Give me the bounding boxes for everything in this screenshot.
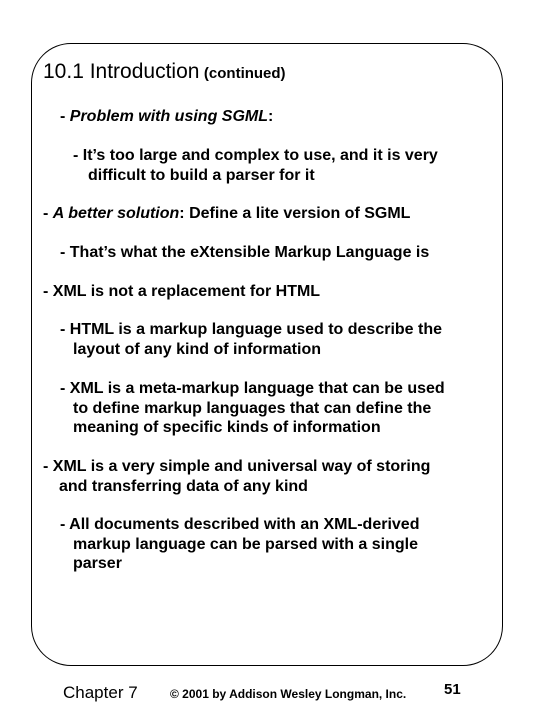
- bullet-problem-sgml: [60, 107, 273, 127]
- bullet-line: - All documents described with an XML-derived: [60, 516, 420, 533]
- bullet-line: and transferring data of any kind: [59, 477, 308, 495]
- bullet-line: difficult to build a parser for it: [88, 166, 315, 184]
- footer-chapter: Chapter 7: [63, 683, 138, 702]
- bullet-line: - That’s what the eXtensible Markup Language is: [60, 244, 430, 261]
- bullet-html-markup: [60, 320, 442, 359]
- title-main: 10.1 Introduction: [43, 60, 200, 83]
- bullet-all-documents-parsed: [60, 515, 419, 574]
- bullet-line: - XML is not a replacement for HTML: [43, 283, 321, 300]
- bullet-better-solution: [43, 204, 410, 224]
- bullet-line: layout of any kind of information: [73, 340, 321, 358]
- bullet-xml-simple-universal: [43, 457, 430, 496]
- bullet-xml-meta-markup: [60, 379, 445, 438]
- slide-title: [43, 60, 286, 84]
- bullet-line: markup language can be parsed with a single: [73, 535, 418, 553]
- bullet-too-large: [73, 146, 438, 185]
- bullet-line: parser: [73, 555, 122, 572]
- footer-copyright: © 2001 by Addison Wesley Longman, Inc.: [170, 687, 407, 701]
- title-subtitle: (continued): [203, 65, 286, 82]
- bullet-italic-text: Problem with using SGML: [69, 108, 269, 125]
- bullet-rest-text: : Define a lite version of SGML: [179, 205, 411, 222]
- bullet-not-replacement: [43, 282, 320, 302]
- bullet-line: - HTML is a markup language used to describe the: [60, 321, 443, 338]
- bullet-line: to define markup languages that can define the: [73, 399, 432, 417]
- bullet-italic-text: A better solution: [52, 205, 180, 222]
- bullet-line: meaning of specific kinds of information: [73, 419, 381, 436]
- bullet-line: - XML is a meta-markup language that can be used: [60, 380, 445, 397]
- bullet-line: - XML is a very simple and universal way of storing: [43, 458, 431, 475]
- bullet-prefix: -: [43, 205, 53, 222]
- bullet-rest-text: :: [268, 108, 274, 125]
- bullet-xml-definition: [60, 243, 429, 263]
- bullet-prefix: -: [60, 108, 70, 125]
- bullet-line: - It’s too large and complex to use, and it is very: [73, 147, 438, 164]
- page-number: 51: [444, 681, 461, 698]
